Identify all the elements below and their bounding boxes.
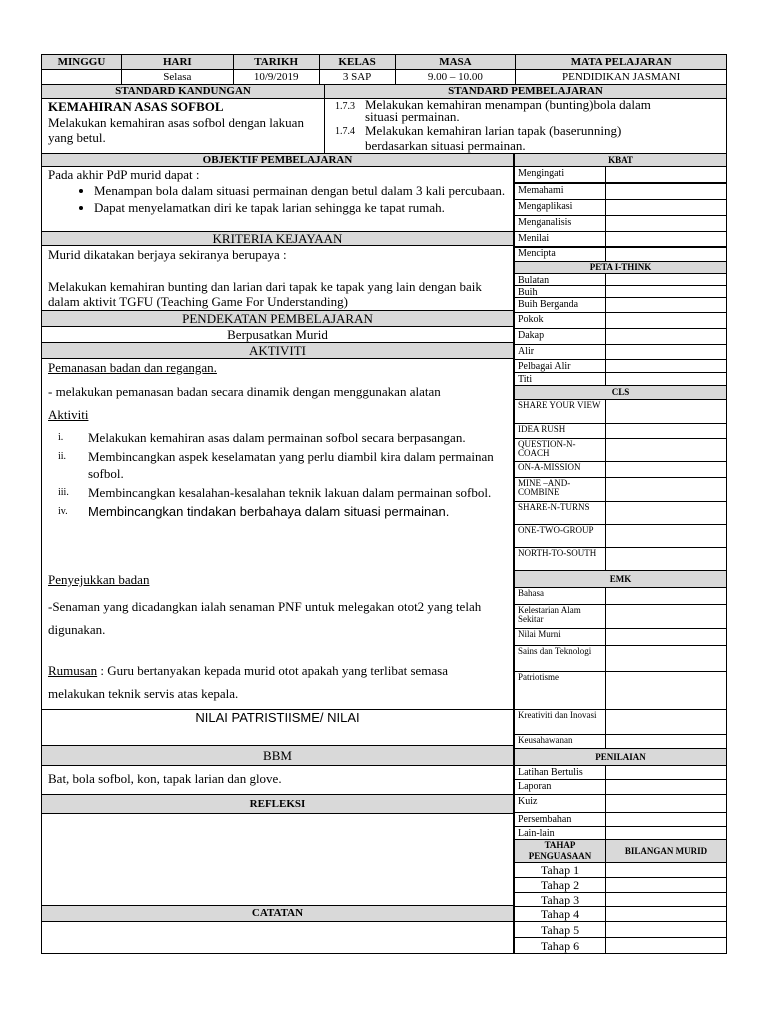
header-hari: HARI: [121, 55, 233, 70]
bilangan-murid-heading: BILANGAN MURID: [605, 839, 727, 863]
tahap-2-count-field[interactable]: [605, 877, 727, 893]
sp-item-1-num: 1.7.3: [335, 101, 355, 112]
kbat-item-4-label: Menganalisis: [514, 215, 606, 232]
warmup-title: Pemanasan badan dan regangan.: [48, 360, 217, 375]
rumusan: [48, 659, 503, 705]
value-tarikh: 10/9/2019: [233, 70, 319, 85]
standard-pembelajaran-box: [324, 98, 727, 154]
aktiviti-box: [41, 358, 514, 710]
kriteria-intro: Murid dikatakan berjaya sekiranya berupaya :: [48, 247, 287, 262]
tahap-heading: TAHAP PENGUASAAN: [514, 839, 606, 863]
activity-item-4-num: iv.: [58, 506, 68, 517]
kbat-item-3-label: Mengaplikasi: [514, 199, 606, 216]
cls-item-6-checkbox[interactable]: [605, 501, 727, 525]
nilai-heading: NILAI PATRISTIISME/ NILAI: [41, 709, 514, 746]
cls-item-1-label: SHARE YOUR VIEW: [514, 399, 606, 424]
emk-item-3-checkbox[interactable]: [605, 628, 727, 646]
kbat-item-2-label: Memahami: [514, 183, 606, 200]
value-minggu: [42, 70, 122, 85]
cls-item-7-checkbox[interactable]: [605, 524, 727, 548]
ithink-item-5-checkbox[interactable]: [605, 328, 727, 345]
kbat-item-3-checkbox[interactable]: [605, 199, 727, 216]
kbat-item-5-label: Menilai: [514, 231, 606, 248]
cls-item-3-checkbox[interactable]: [605, 438, 727, 462]
tahap-1-count-field[interactable]: [605, 862, 727, 878]
rumusan-text: : Guru bertanyakan kepada murid otot apakah yang terlibat semasa melakukan teknik servis atas kepala.: [48, 663, 448, 701]
kriteria-text: Melakukan kemahiran bunting dan larian dari tapak ke tapak yang lain dengan baik dalam aktivit TGFU (Teaching Game For Understanding): [48, 279, 482, 309]
tahap-6-label: Tahap 6: [514, 937, 606, 954]
penilaian-item-2-checkbox[interactable]: [605, 779, 727, 795]
tahap-3-label: Tahap 3: [514, 892, 606, 907]
ithink-item-8-label: Titi: [514, 372, 606, 386]
penilaian-item-4-checkbox[interactable]: [605, 812, 727, 827]
ithink-item-3-label: Buih Berganda: [514, 297, 606, 313]
header-mata-pelajaran: MATA PELAJARAN: [516, 55, 727, 70]
penilaian-item-3-label: Kuiz: [514, 794, 606, 813]
kbat-item-1-checkbox[interactable]: [605, 166, 727, 183]
emk-item-5-label: Patriotisme: [514, 671, 606, 710]
activity-item-1-num: i.: [58, 432, 64, 443]
emk-item-6-checkbox[interactable]: [605, 709, 727, 735]
ithink-item-4-label: Pokok: [514, 312, 606, 329]
cls-heading: CLS: [514, 385, 727, 400]
header-table: [41, 54, 727, 85]
kbat-item-6-label: Mencipta: [514, 246, 606, 263]
penilaian-item-5-label: Lain-lain: [514, 826, 606, 840]
tahap-5-count-field[interactable]: [605, 921, 727, 938]
cooldown-title: Penyejukkan badan: [48, 572, 150, 587]
emk-item-3-label: Nilai Murni: [514, 628, 606, 646]
kbat-item-4-checkbox[interactable]: [605, 215, 727, 232]
ithink-item-2-label: Buih: [514, 285, 606, 298]
emk-item-4-checkbox[interactable]: [605, 645, 727, 672]
emk-item-1-label: Bahasa: [514, 587, 606, 605]
ithink-item-1-label: Bulatan: [514, 273, 606, 286]
kbat-item-1-label: Mengingati: [514, 166, 606, 183]
tahap-5-label: Tahap 5: [514, 921, 606, 938]
header-minggu: MINGGU: [42, 55, 122, 70]
penilaian-item-3-checkbox[interactable]: [605, 794, 727, 813]
ithink-item-6-checkbox[interactable]: [605, 344, 727, 360]
ithink-item-6-label: Alir: [514, 344, 606, 360]
tahap-4-label: Tahap 4: [514, 906, 606, 922]
pendekatan-heading: PENDEKATAN PEMBELAJARAN: [41, 310, 514, 327]
activity-item-2-num: ii.: [58, 451, 67, 462]
ithink-item-8-checkbox[interactable]: [605, 372, 727, 386]
value-kelas: 3 SAP: [319, 70, 395, 85]
ithink-heading: PETA I-THINK: [514, 261, 727, 274]
refleksi-heading: REFLEKSI: [41, 794, 514, 814]
standard-kandungan-title: KEMAHIRAN ASAS SOFBOL: [48, 99, 224, 114]
activity-item-3-num: iii.: [58, 487, 69, 498]
emk-item-5-checkbox[interactable]: [605, 671, 727, 710]
emk-item-6-label: Kreativiti dan Inovasi: [514, 709, 606, 735]
kbat-item-2-checkbox[interactable]: [605, 183, 727, 200]
value-hari: Selasa: [121, 70, 233, 85]
penilaian-item-1-label: Latihan Bertulis: [514, 765, 606, 780]
ithink-item-4-checkbox[interactable]: [605, 312, 727, 329]
penilaian-item-5-checkbox[interactable]: [605, 826, 727, 840]
objektif-bullet-2: • Dapat menyelamatkan diri ke tapak larian sehingga ke tapat rumah.: [94, 200, 534, 216]
tahap-2-label: Tahap 2: [514, 877, 606, 893]
aktiviti-heading: AKTIVITI: [41, 342, 514, 359]
sp-item-1: [335, 99, 715, 123]
pendekatan-value: Berpusatkan Murid: [41, 326, 514, 343]
activity-item-4: [42, 503, 502, 520]
penilaian-heading: PENILAIAN: [514, 748, 727, 766]
cls-item-1-checkbox[interactable]: [605, 399, 727, 424]
value-masa: 9.00 – 10.00: [395, 70, 516, 85]
objektif-intro: Pada akhir PdP murid dapat :: [48, 167, 200, 182]
emk-item-2-label: Kelestarian Alam Sekitar: [514, 604, 606, 629]
tahap-6-count-field[interactable]: [605, 937, 727, 954]
activity-item-4-text: Membincangkan tindakan berbahaya dalam situasi permainan.: [88, 504, 450, 519]
kriteria-box: [41, 245, 514, 311]
standard-kandungan-heading: STANDARD KANDUNGAN: [41, 84, 325, 99]
cls-item-4-checkbox[interactable]: [605, 461, 727, 478]
cls-item-4-label: ON-A-MISSION: [514, 461, 606, 478]
cls-item-3-label: QUESTION-N-COACH: [514, 438, 606, 462]
activity-item-1: [42, 429, 502, 446]
ithink-item-7-checkbox[interactable]: [605, 359, 727, 373]
objektif-bullet-1: • Menampan bola dalam situasi permainan dengan betul dalam 3 kali percubaan.: [94, 183, 534, 199]
sp-item-1-text: Melakukan kemahiran menampan (bunting)bola dalam situasi permainan.: [365, 97, 651, 124]
warmup-text: - melakukan pemanasan badan secara dinamik dengan menggunakan alatan: [48, 384, 441, 399]
value-mata-pelajaran: PENDIDIKAN JASMANI: [516, 70, 727, 85]
sp-item-2-num: 1.7.4: [335, 126, 355, 137]
objektif-heading: OBJEKTIF PEMBELAJARAN: [41, 153, 514, 167]
cls-item-8-checkbox[interactable]: [605, 547, 727, 571]
kbat-heading: KBAT: [514, 153, 727, 167]
emk-item-4-label: Sains dan Teknologi: [514, 645, 606, 672]
bbm-box: [41, 765, 514, 795]
header-kelas: KELAS: [319, 55, 395, 70]
activity-title: Aktiviti: [48, 407, 89, 422]
activity-item-2-text: Membincangkan aspek keselamatan yang perlu diambil kira dalam permainan sofbol.: [88, 449, 494, 481]
activity-item-3-text: Membincangkan kesalahan-kesalahan teknik lakuan dalam permainan sofbol.: [88, 485, 492, 500]
tahap-4-count-field[interactable]: [605, 906, 727, 922]
bbm-text: Bat, bola sofbol, kon, tapak larian dan glove.: [48, 771, 282, 786]
objektif-box: [41, 166, 514, 232]
ithink-item-3-checkbox[interactable]: [605, 297, 727, 313]
standard-pembelajaran-heading: STANDARD PEMBELAJARAN: [324, 84, 727, 99]
emk-item-1-checkbox[interactable]: [605, 587, 727, 605]
ithink-item-7-label: Pelbagai Alir: [514, 359, 606, 373]
ithink-item-5-label: Dakap: [514, 328, 606, 345]
cls-item-2-label: IDEA RUSH: [514, 423, 606, 439]
header-masa: MASA: [395, 55, 516, 70]
emk-heading: EMK: [514, 570, 727, 588]
emk-item-7-label: Keusahawanan: [514, 734, 606, 749]
catatan-box: [41, 921, 514, 954]
standard-kandungan-text: Melakukan kemahiran asas sofbol dengan lakuan yang betul.: [48, 115, 304, 145]
cls-item-5-label: MINE –AND-COMBINE: [514, 477, 606, 502]
emk-item-7-checkbox[interactable]: [605, 734, 727, 749]
kriteria-heading: KRITERIA KEJAYAAN: [41, 231, 514, 246]
header-tarikh: TARIKH: [233, 55, 319, 70]
standard-kandungan-box: [41, 98, 325, 154]
rumusan-label: Rumusan: [48, 663, 98, 678]
tahap-3-count-field[interactable]: [605, 892, 727, 907]
refleksi-box: [41, 813, 514, 906]
cls-item-5-checkbox[interactable]: [605, 477, 727, 502]
activity-item-1-text: Melakukan kemahiran asas dalam permainan sofbol secara berpasangan.: [88, 430, 466, 445]
penilaian-item-4-label: Persembahan: [514, 812, 606, 827]
cls-item-7-label: ONE-TWO-GROUP: [514, 524, 606, 548]
tahap-1-label: Tahap 1: [514, 862, 606, 878]
penilaian-item-2-label: Laporan: [514, 779, 606, 795]
penilaian-item-1-checkbox[interactable]: [605, 765, 727, 780]
cooldown-text: -Senaman yang dicadangkan ialah senaman PNF untuk melegakan otot2 yang telah digunakan.: [48, 599, 482, 637]
bbm-heading: BBM: [41, 745, 514, 766]
emk-item-2-checkbox[interactable]: [605, 604, 727, 629]
activity-list: [42, 429, 502, 522]
activity-item-3: [42, 484, 502, 501]
sp-item-2: [335, 123, 715, 153]
cls-item-6-label: SHARE-N-TURNS: [514, 501, 606, 525]
catatan-heading: CATATAN: [41, 905, 514, 922]
activity-item-2: [42, 448, 502, 482]
objektif-list: [48, 183, 534, 216]
cls-item-2-checkbox[interactable]: [605, 423, 727, 439]
cls-item-8-label: NORTH-TO-SOUTH: [514, 547, 606, 571]
sp-item-2-text: Melakukan kemahiran larian tapak (baserunning) berdasarkan situasi permainan.: [365, 123, 622, 153]
